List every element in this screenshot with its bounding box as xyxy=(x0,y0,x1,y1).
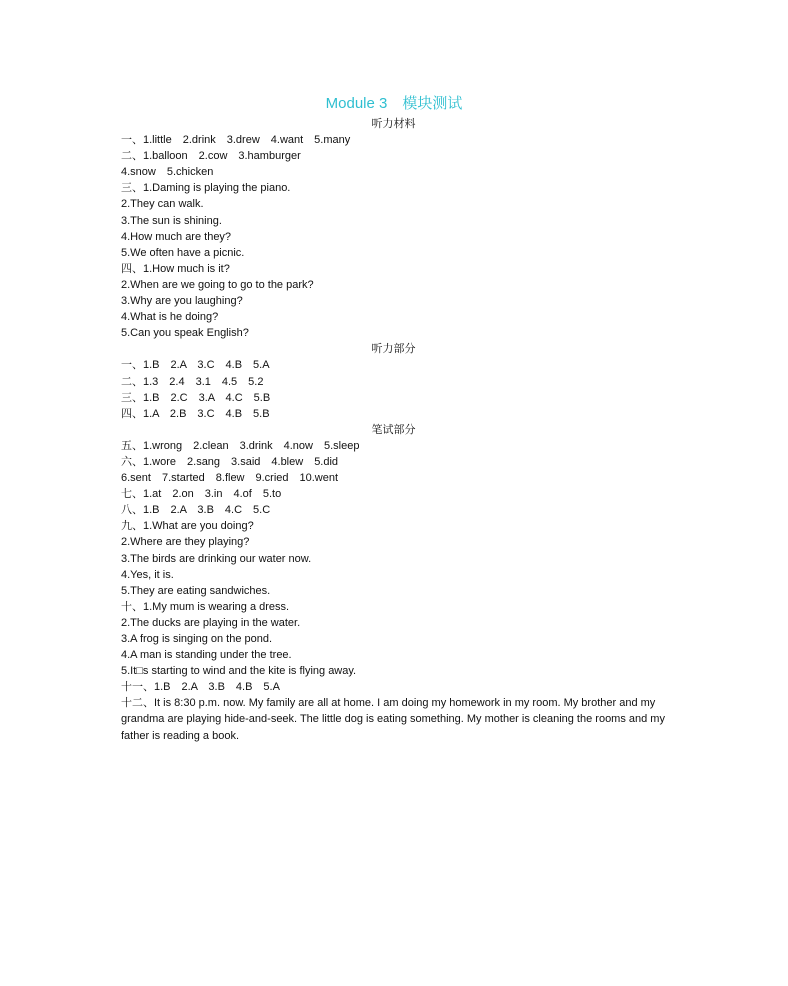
answer-key-body xyxy=(121,116,666,744)
section-heading: 听力材料 xyxy=(371,118,416,130)
answer-line: 八、1.B 2.A 3.B 4.C 5.C xyxy=(121,504,271,517)
answer-line: 4.Yes, it is. xyxy=(121,568,174,581)
answer-line: 3.The sun is shining. xyxy=(121,214,222,227)
answer-line: 十、1.My mum is wearing a dress. xyxy=(121,600,290,613)
answer-line: 四、1.How much is it? xyxy=(121,262,230,275)
answer-line: 3.Why are you laughing? xyxy=(121,295,243,308)
answer-line: 四、1.A 2.B 3.C 4.B 5.B xyxy=(121,407,270,420)
answer-line: 七、1.at 2.on 3.in 4.of 5.to xyxy=(121,488,282,501)
section-heading: 笔试部分 xyxy=(371,423,416,436)
answer-line: 5.It□s starting to wind and the kite is flying away. xyxy=(121,665,357,678)
answer-line: 5.They are eating sandwiches. xyxy=(121,584,271,597)
answer-line: 九、1.What are you doing? xyxy=(121,520,254,533)
answer-line: 5.Can you speak English? xyxy=(121,327,249,340)
answer-line: 4.How much are they? xyxy=(121,230,232,243)
answer-line: 三、1.Daming is playing the piano. xyxy=(121,182,291,195)
answer-line: 五、1.wrong 2.clean 3.drink 4.now 5.sleep xyxy=(121,439,360,452)
answer-line: 一、1.B 2.A 3.C 4.B 5.A xyxy=(121,359,270,372)
answer-line: 2.When are we going to go to the park? xyxy=(121,278,314,291)
answer-line: 2.Where are they playing? xyxy=(121,536,250,549)
answer-line: 3.A frog is singing on the pond. xyxy=(121,633,273,645)
answer-line: 十一、1.B 2.A 3.B 4.B 5.A xyxy=(121,681,280,694)
answer-line: 4.A man is standing under the tree. xyxy=(121,649,292,662)
answer-line: 二、1.balloon 2.cow 3.hamburger xyxy=(121,150,301,163)
answer-line: 2.The ducks are playing in the water. xyxy=(121,616,301,629)
answer-line: 三、1.B 2.C 3.A 4.C 5.B xyxy=(121,391,271,404)
answer-line: 一、1.little 2.drink 3.drew 4.want 5.many xyxy=(121,134,351,147)
answer-line: 6.sent 7.started 8.flew 9.cried 10.went xyxy=(121,472,339,485)
answer-line: 2.They can walk. xyxy=(121,198,204,211)
answer-line: 十二、It is 8:30 p.m. now. My family are all at home. I am doing my homework in my room. My brother and my grandma are playing hide-and-seek. The little dog is eating something. My mother is cleaning the rooms and my father is reading a book. xyxy=(121,697,665,742)
answer-line: 二、1.3 2.4 3.1 4.5 5.2 xyxy=(121,375,264,388)
section-heading: 听力部分 xyxy=(371,343,416,356)
answer-line: 5.We often have a picnic. xyxy=(121,246,245,259)
answer-line: 4.What is he doing? xyxy=(121,311,219,324)
answer-line: 3.The birds are drinking our water now. xyxy=(121,552,312,565)
answer-line: 六、1.wore 2.sang 3.said 4.blew 5.did xyxy=(121,455,339,468)
document-title: Module 3 模块测试 xyxy=(325,95,463,112)
answer-line: 4.snow 5.chicken xyxy=(121,166,214,179)
